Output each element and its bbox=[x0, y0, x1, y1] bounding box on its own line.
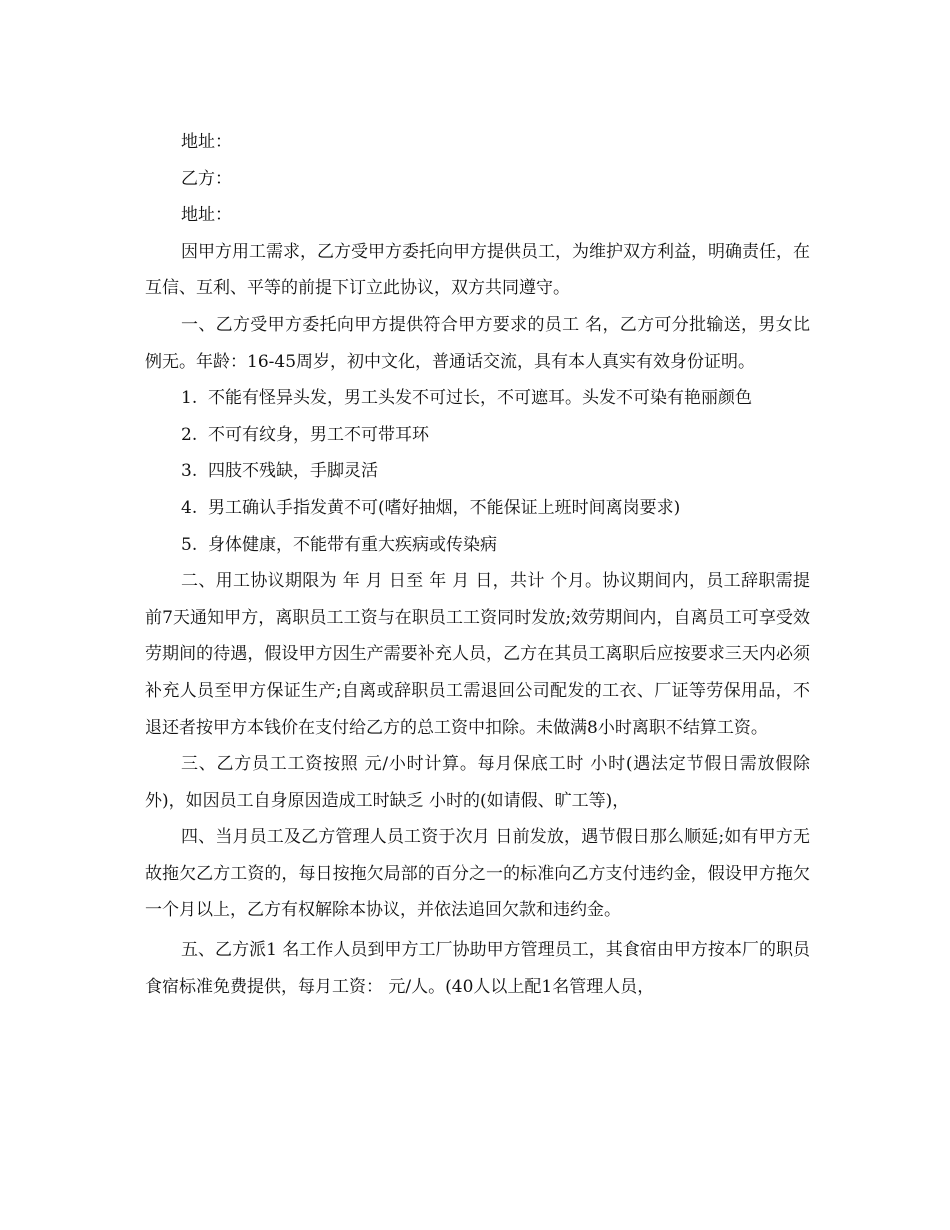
requirement-text: 不可有纹身，男工不可带耳环 bbox=[208, 424, 429, 445]
requirement-number: 5. bbox=[181, 534, 198, 555]
requirement-text: 不能有怪异头发，男工头发不可过长，不可遮耳。头发不可染有艳丽颜色 bbox=[208, 388, 752, 409]
clause-4-paragraph: 四、当月员工及乙方管理人员工资于次月 日前发放，遇节假日那么顺延;如有甲方无故拖欠乙方工资的，每日按拖欠局部的百分之一的标准向乙方支付违约金，假设甲方拖欠一个月以上，乙方有权解除本协议，并依法追回欠款和违约金。 bbox=[145, 827, 810, 921]
party-a-address-line: 地址： bbox=[181, 132, 232, 152]
requirement-item bbox=[145, 527, 810, 564]
document-page bbox=[145, 124, 810, 1005]
clause-3-paragraph: 三、乙方员工工资按照 元/小时计算。每月保底工时 小时(遇法定节假日需放假除外)，如因员工自身原因造成工时缺乏 小时的(如请假、旷工等)， bbox=[145, 754, 810, 811]
requirement-item bbox=[145, 417, 810, 454]
clause-5-paragraph: 五、乙方派1 名工作人员到甲方工厂协助甲方管理员工，其食宿由甲方按本厂的职员食宿标准免费提供，每月工资： 元/人。(40人以上配1名管理人员， bbox=[145, 940, 810, 997]
intro-paragraph: 因甲方用工需求，乙方受甲方委托向甲方提供员工，为维护双方利益，明确责任，在互信、互利、平等的前提下订立此协议，双方共同遵守。 bbox=[145, 241, 810, 299]
party-b-address-line: 地址： bbox=[181, 205, 232, 226]
requirement-text: 身体健康，不能带有重大疾病或传染病 bbox=[208, 534, 497, 555]
requirement-number: 1. bbox=[181, 388, 198, 409]
requirement-number: 4. bbox=[181, 497, 198, 518]
requirement-number: 3. bbox=[181, 461, 198, 482]
requirement-item bbox=[145, 380, 810, 417]
clause-2-paragraph: 二、用工协议期限为 年 月 日至 年 月 日，共计 个月。协议期间内，员工辞职需提前7天通知甲方，离职员工工资与在职员工工资同时发放;效劳期间内，自离员工可享受效劳期间的待遇，假设甲方因生产需要补充人员，乙方在其员工离职后应按要求三天内必须补充人员至甲方保证生产;自离或辞职员工需退回公司配发的工衣、厂证等劳保用品，不退还者按甲方本钱价在支付给乙方的总工资中扣除。未做满8小时离职不结算工资。 bbox=[145, 571, 810, 738]
requirement-text: 四肢不残缺，手脚灵活 bbox=[208, 461, 378, 482]
requirement-item bbox=[145, 490, 810, 527]
party-b-line: 乙方： bbox=[181, 168, 232, 189]
clause-1-paragraph: 一、乙方受甲方委托向甲方提供符合甲方要求的员工 名，乙方可分批输送，男女比例无。年龄：16-45周岁，初中文化，普通话交流，具有本人真实有效身份证明。 bbox=[145, 314, 810, 372]
requirement-item bbox=[145, 453, 810, 490]
requirement-number: 2. bbox=[181, 424, 198, 445]
requirement-text: 男工确认手指发黄不可(嗜好抽烟，不能保证上班时间离岗要求) bbox=[208, 497, 681, 518]
